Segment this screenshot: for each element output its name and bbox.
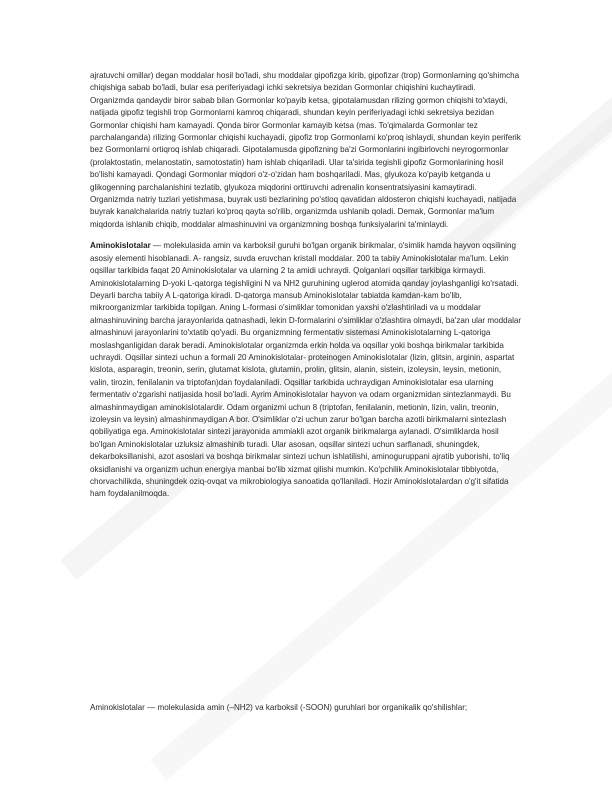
- paragraph-text: — molekulasida amin va karboksil guruhi bo'lgan organik birikmalar, o'simlik hamda hayvon oqsilining asosiy elementi hisoblanadi. A- rangsiz, suvda eruvchan kristall moddalar. 200 ta tabiiy Aminokislotalar ma'lum. Lekin oqsillar tarkibida faqat 20 Aminokislotalar va ularning 2 ta amidi uchraydi. Qolganlari oqsillar tarkibiga kirmaydi. Aminokislotalarning D-yoki L-qatorga tegishligini N va NH2 guruhining uglerod atomida qanday joylashganligi ko'rsatadi. Deyarli barcha tabiiy A L-qatoriga kiradi. D-qatorga mansub Aminokislotalar tabiatda kamdan-kam bo'lib, mikroorganizmlar tarkibida topilgan. Aning L-formasi o'simliklar tomonidan yaxshi o'zlashtiriladi va u moddalar almashinuvining barcha jarayonlarida qatnashadi, lekin D-formalarini o'simliklar o'zlashtira olmaydi, ba'zan ular moddalar almashinuvi jarayonlarini to'xtatib qo'yadi. Bu organizmning fermentativ sistemasi Aminokislotalarning L-qatoriga moslashganligidan darak beradi. Aminokislotalar organizmda erkin holda va oqsillar yoki boshqa birikmalar tarkibida uchraydi. Oqsillar sintezi uchun a formali 20 Aminokislotalar- proteinogen Aminokislotalar (lizin, glitsin, arginin, aspartat kislota, asparagin, treonin, serin, glutamat kislota, glutamin, prolin, glitsin, alanin, sistein, izoleysin, leysin, metionin, valin, tirozin, fenilalanin va triptofan)dan foydalaniladi. Oqsillar tarkibida uchraydigan Aminokislotalar esa ularning fermentativ o'zgarishi natijasida hosil bo'ladi. Ayrim Aminokislotalar hayvon va odam organizmidan sintezlanmaydi. Bu almashinmaydigan aminokislotalardir. Odam organizmi uchun 8 (triptofan, fenilalanin, metionin, lizin, valin, treonin, izoleysin va leysin) almashinmaydigan A bor. O'simliklar o'zi uchun zarur bo'lgan barcha azotli birikmalarni sintezlash qobiliyatiga ega. Aminokislotalar sintezi jarayonida ammiakli azot organik birikmalarga aylanadi. O'simliklarda hosil bo'lgan Aminokislotalar uzluksiz almashinib turadi. Ular asosan, oqsillar sintezi uchun sarflanadi, shuningdek, dekarboksillanishi, azot asoslari va boshqa birikmalar sintezi uchun ishlatilishi, aminoguruppani ajratib yuborishi, to'liq oksidlanishi va organizm uchun energiya manbai bo'lib xizmat qilishi mumkin. Ko'pchilik Aminokislotalar tibbiyotda, chorvachilikda, shuningdek oziq-ovqat va mikrobiologiya sanoatida qo'llaniladi. Hozir Aminokislotalardan o'g'it sifatida ham foydalanilmoqda.: [90, 241, 522, 499]
- paragraph-aminoacids: [90, 240, 522, 501]
- document-body: [90, 70, 522, 510]
- paragraph-term: Aminokislotalar: [90, 241, 151, 251]
- closing-definition-line: Aminokislotalar — molekulasida amin (–NH2) va karboksil (-SOON) guruhlari bor organikalik qo'shilishlar;: [90, 703, 468, 712]
- paragraph-text: ajratuvchi omillar) degan moddalar hosil bo'ladi, shu moddalar gipofizga kirib, gipofizar (trop) Gormonlarning qo'shimcha chiqishiga sabab bo'ladi, bular esa periferiyadagi ichki sekretsiya bezidan Gormonlar chiqishini kuchaytiradi. Organizmda qandaydir biror sabab bilan Gormonlar ko'payib ketsa, gipotalamusdan rilizing gormon chiqishi to'xtaydi, natijada gipofiz tegishli trop Gormonlarni kamroq chiqaradi, shundan keyin periferiyadagi ichki sekretsiya bezidan Gormonlar chiqishi ham kamayadi. Qonda biror Gormonlar kamayib ketsa (mas. To'qimalarda Gormonlar tez parchalanganda) rilizing Gormonlar chiqishi kuchayadi, gipofiz trop Gormonlarni ko'proq ishlaydi, shundan keyin periferik bez Gormonlarni ortiqroq ishlab chiqaradi. Gipotalamusda gipofizning ba'zi Gormonlarini ingibirlovchi neyrogormonlar (prolaktostatin, melanostatin, samotostatin) ham ishlab chiqariladi. Ular ta'sirida tegishli gipofiz Gormonlarining hosil bo'lishi kamayadi. Qondagi Gormonlar miqdori o'z-o'zidan ham boshqariladi. Mas, glyukoza ko'payib ketganda u glikogenning parchalanishini tezlatib, glyukoza miqdorini orttiruvchi adrenalin konsentratsiyasini kamaytiradi. Organizmda natriy tuzlari yetishmasa, buyrak usti bezlarining po'stloq qavatidan aldosteron chiqishi kuchayadi, natijada buyrak kanalchalarida natriy tuzlari ko'proq qayta so'rilib, organizmda ushlanib qoladi. Demak, Gormonlar ma'lum miqdorda ishlanib chiqib, moddalar almashinuvini va organizmning boshqa funksiyalarini ta'minlaydi.: [90, 71, 521, 229]
- paragraph-hormones: [90, 70, 522, 231]
